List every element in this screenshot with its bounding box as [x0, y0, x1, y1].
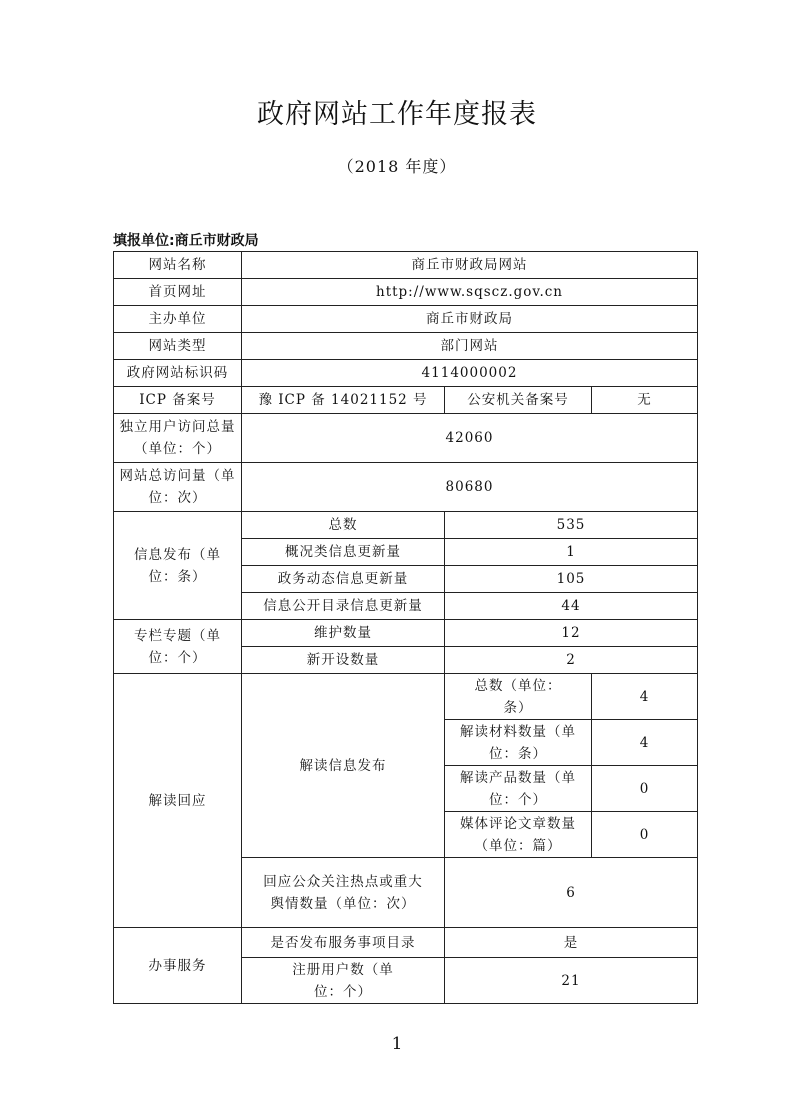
info-row-value: 535 — [445, 512, 698, 539]
site-name-value: 商丘市财政局网站 — [242, 252, 698, 279]
sponsor-label: 主办单位 — [114, 306, 242, 333]
response-label: 回应公众关注热点或重大舆情数量（单位：次） — [242, 858, 445, 928]
pv-value: 80680 — [242, 463, 698, 512]
interp-row-label: 解读材料数量（单位：条） — [445, 720, 592, 766]
info-section-label: 信息发布（单位：条） — [114, 512, 242, 620]
table-row — [114, 414, 698, 463]
service-row-value: 21 — [445, 958, 698, 1004]
interp-row-value: 0 — [592, 812, 698, 858]
reporting-unit: 填报单位:商丘市财政局 — [113, 233, 259, 249]
site-name-label: 网站名称 — [114, 252, 242, 279]
special-row-label: 维护数量 — [242, 620, 445, 647]
info-row-label: 信息公开目录信息更新量 — [242, 593, 445, 620]
table-row — [114, 928, 698, 958]
service-row-label: 注册用户数（单位：个） — [242, 958, 445, 1004]
table-row — [114, 333, 698, 360]
site-id-label: 政府网站标识码 — [114, 360, 242, 387]
table-row — [114, 252, 698, 279]
homepage-label: 首页网址 — [114, 279, 242, 306]
site-type-value: 部门网站 — [242, 333, 698, 360]
report-table — [113, 251, 698, 1004]
sponsor-value: 商丘市财政局 — [242, 306, 698, 333]
info-row-label: 概况类信息更新量 — [242, 539, 445, 566]
table-row — [114, 620, 698, 647]
interp-section-label: 解读回应 — [114, 674, 242, 928]
interp-row-value: 4 — [592, 720, 698, 766]
table-row — [114, 674, 698, 720]
uv-label: 独立用户访问总量（单位：个） — [114, 414, 242, 463]
service-row-value: 是 — [445, 928, 698, 958]
table-row — [114, 387, 698, 414]
special-row-value: 2 — [445, 647, 698, 674]
police-label: 公安机关备案号 — [445, 387, 592, 414]
table-row — [114, 306, 698, 333]
pv-label: 网站总访问量（单位：次） — [114, 463, 242, 512]
homepage-value: http://www.sqscz.gov.cn — [242, 279, 698, 306]
interp-row-label: 媒体评论文章数量（单位：篇） — [445, 812, 592, 858]
service-section-label: 办事服务 — [114, 928, 242, 1004]
table-row — [114, 463, 698, 512]
site-id-value: 4114000002 — [242, 360, 698, 387]
info-row-value: 1 — [445, 539, 698, 566]
document-subtitle: （2018 年度） — [337, 157, 457, 176]
interp-row-label: 总数（单位：条） — [445, 674, 592, 720]
info-row-value: 105 — [445, 566, 698, 593]
special-row-value: 12 — [445, 620, 698, 647]
uv-value: 42060 — [242, 414, 698, 463]
icp-label: ICP 备案号 — [114, 387, 242, 414]
document-title: 政府网站工作年度报表 — [257, 99, 537, 130]
interp-row-value: 0 — [592, 766, 698, 812]
police-value: 无 — [592, 387, 698, 414]
icp-value: 豫 ICP 备 14021152 号 — [242, 387, 445, 414]
interp-sub-label: 解读信息发布 — [242, 674, 445, 858]
service-row-label: 是否发布服务事项目录 — [242, 928, 445, 958]
info-row-label: 总数 — [242, 512, 445, 539]
table-row — [114, 512, 698, 539]
table-row — [114, 279, 698, 306]
interp-row-label: 解读产品数量（单位：个） — [445, 766, 592, 812]
special-row-label: 新开设数量 — [242, 647, 445, 674]
interp-row-value: 4 — [592, 674, 698, 720]
special-section-label: 专栏专题（单位：个） — [114, 620, 242, 674]
info-row-label: 政务动态信息更新量 — [242, 566, 445, 593]
page-number: 1 — [391, 1034, 403, 1054]
site-type-label: 网站类型 — [114, 333, 242, 360]
info-row-value: 44 — [445, 593, 698, 620]
response-value: 6 — [445, 858, 698, 928]
table-row — [114, 360, 698, 387]
